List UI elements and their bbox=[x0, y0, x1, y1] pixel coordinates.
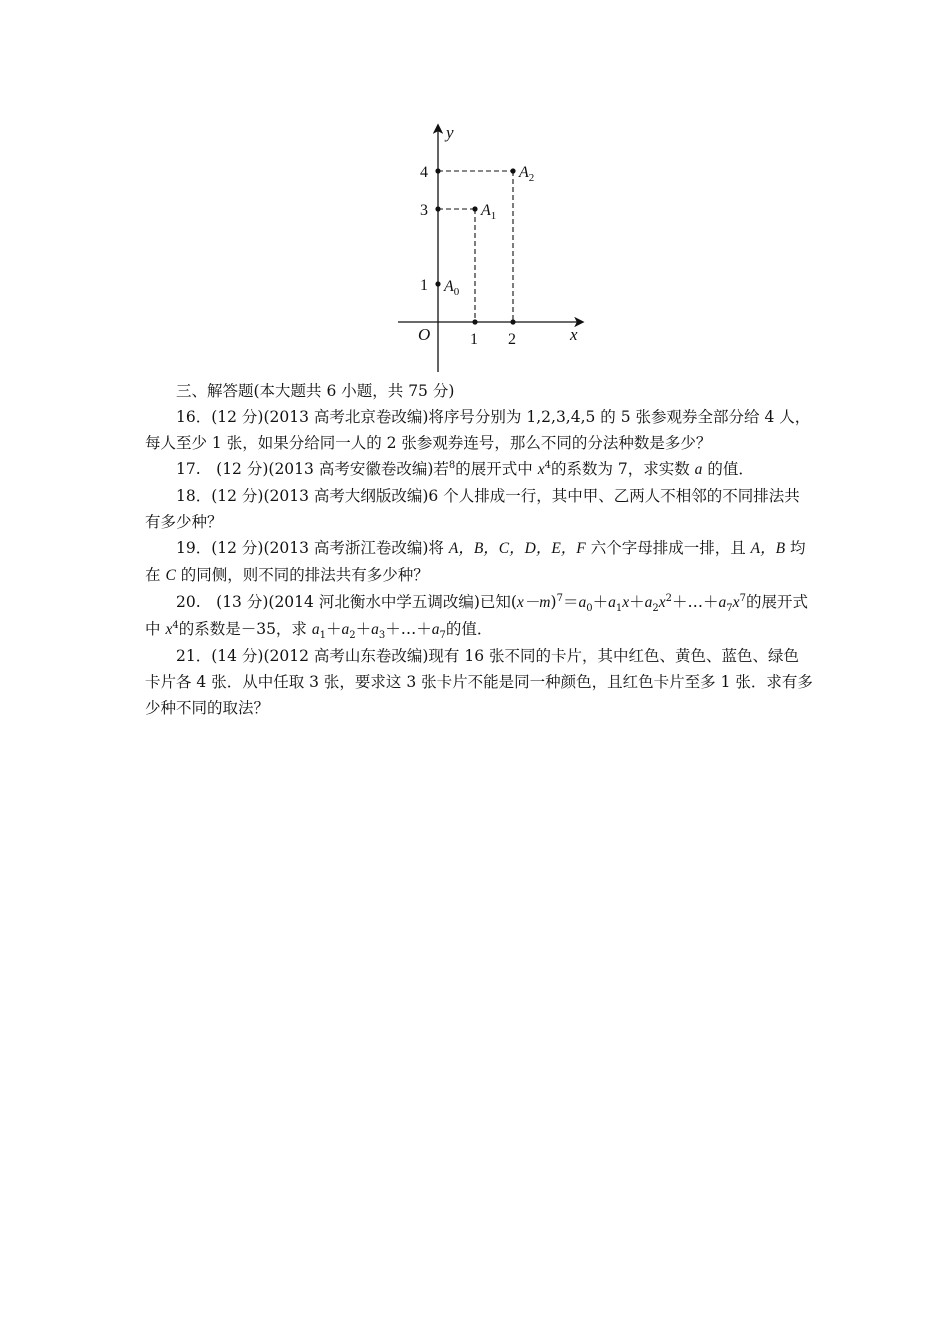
coordinate-figure bbox=[390, 120, 600, 380]
tick-y3-dot bbox=[435, 206, 440, 211]
x-tick-2: 2 bbox=[508, 331, 516, 348]
x-tick-1: 1 bbox=[470, 331, 478, 348]
question-20: 20. (13 分)(2014 河北衡水中学五调改编)已知$(x-m)^7=a_0+a_1x+a_2x^2+\dots+a_7x^7$的展开式中 $x^4$的系数是－35，求 $a_1+a_2+a_3+\dots+a_7$的值． bbox=[145, 592, 808, 642]
point-label-a1: $A_1$ bbox=[481, 202, 497, 222]
question-18: 18．(12 分)(2013 高考大纲版改编)6 个人排成一行，其中甲、乙两人不相邻的不同排法共有多少种？ bbox=[145, 487, 800, 531]
y-axis-label: y bbox=[446, 123, 454, 142]
point-a0 bbox=[435, 281, 440, 286]
question-list bbox=[145, 378, 813, 721]
x-axis-label: x bbox=[570, 325, 578, 344]
question-19: 19．(12 分)(2013 高考浙江卷改编)将 A，B，C，D，E，F 六个字母排成一排，且 A，B 均在 C 的同侧，则不同的排法共有多少种？ bbox=[145, 539, 806, 584]
point-a1 bbox=[472, 206, 477, 211]
point-label-a2: $A_2$ bbox=[519, 164, 535, 184]
dashed-guides bbox=[438, 171, 513, 322]
question-21: 21．(14 分)(2012 高考山东卷改编)现有 16 张不同的卡片，其中红色、黄色、蓝色、绿色卡片各 4 张．从中任取 3 张，要求这 3 张卡片不能是同一种颜色，且红色卡片至多 1 张．求有多少种不同的取法？ bbox=[145, 647, 813, 717]
tick-x1-dot bbox=[472, 319, 477, 324]
y-tick-4: 4 bbox=[420, 164, 428, 181]
point-label-a0: $A_0$ bbox=[444, 278, 460, 298]
origin-label: O bbox=[418, 325, 431, 344]
y-tick-1: 1 bbox=[420, 277, 428, 294]
question-16: 16．(12 分)(2013 高考北京卷改编)将序号分别为 1,2,3,4,5 的 5 张参观券全部分给 4 人，每人至少 1 张，如果分给同一人的 2 张参观券连号，那么不同的分法种数是多少？ bbox=[145, 408, 811, 452]
y-tick-3: 3 bbox=[420, 202, 428, 219]
tick-x2-dot bbox=[510, 319, 515, 324]
point-a2 bbox=[510, 168, 515, 173]
section-heading: 三、解答题(本大题共 6 小题，共 75 分) bbox=[176, 382, 455, 400]
question-17: 17. (12 分)(2013 高考安徽卷改编)若$^8$的展开式中 $x^4$的系数为 7，求实数 a 的值． bbox=[176, 459, 754, 478]
tick-y4-dot bbox=[435, 168, 440, 173]
